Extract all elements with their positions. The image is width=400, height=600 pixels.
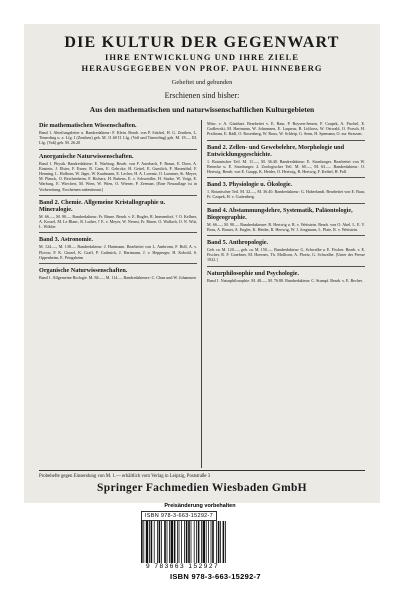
section-body: Mitw. v. A. Günthart. Bearbeitet v. E. Baur, P. Boysen-Jensen, F. Czapek, A. Fischel, E. Godlewski, M. Hartmann, W. Johannsen, E. Laqueur, B. Lidforss, W. Ostwald, O. Porsch, H. Przibram, E. Rádl, O. Rosenberg, W. Roux, W. Schleip, G. Senn, H. Spemann, O. zur Strassen. <box>207 121 365 137</box>
section-divider <box>207 203 365 204</box>
section-body: 1. Botanischer Teil. M. 32.—, M. 36.40. Bandredakteur: G. Haberlandt. Bearbeitet von E. Baur, Fr. Czapek, H. v. Guttenberg. <box>207 189 365 200</box>
catalog-section <box>39 122 197 146</box>
section-divider <box>39 263 197 264</box>
section-divider <box>39 195 197 196</box>
section-title: Band 2. Zellen- und Gewebelehre, Morphologie und Entwicklungsgeschichte. <box>207 143 345 158</box>
section-title: Band 2. Chemie. Allgemeine Kristallographie u. Mineralogie. <box>39 198 166 213</box>
catalog-section <box>39 267 197 280</box>
catalog-section <box>39 153 197 192</box>
section-body: Band 1. Naturphilosophie. M. 48.—, M. 76.80. Bandredakteur: C. Stumpf. Bearb. v. E. Becher. <box>207 277 363 283</box>
barcode-icon <box>139 521 259 563</box>
section-body: Geh. ca. M. 120.—, geb. ca. M. 150.—. Bandredakteur: G. Schwalbe u. E. Fischer. Bearb. v. E. Fischer, R. F. Graebner, M. Hoernes, Th. Mollison, A. Ploetz, G. Schwalbe. [Unter der Presse 1922.] <box>207 247 365 263</box>
section-body: 1. Botanischer Teil. M. 11.—, M. 36.40. Bandredakteur: E. Strasburger. Bearbeitet von W. Benecke u. E. Strasburger. 2. Zoologischer Teil. M. 60.—, M. 63.—. Bandredakteur: O. Hertwig. Bearb. von E. Gaupp, K. Heider, O. Hertwig, R. Hertwig, F. Keibel, H. Poll. <box>207 158 365 175</box>
subject-heading: Aus den mathematischen und naturwissenschaftlichen Kulturgebieten <box>89 105 315 114</box>
section-title: Band 3. Physiologie u. Ökologie. <box>207 181 293 189</box>
section-divider <box>207 266 365 267</box>
barcode-digits: 9 783663 152927 <box>146 563 220 570</box>
section-divider <box>39 149 197 150</box>
section-divider <box>39 232 197 233</box>
section-title: Organische Naturwissenschaften. <box>39 267 128 275</box>
catalog-section <box>207 181 365 199</box>
section-title: Anorganische Naturwissenschaften. <box>39 152 134 160</box>
series-subtitle: IHRE ENTWICKLUNG UND IHRE ZIELE <box>105 52 299 62</box>
series-title: DIE KULTUR DER GEGENWART <box>64 34 340 51</box>
back-cover <box>24 24 380 564</box>
catalog-section <box>207 207 365 232</box>
section-divider <box>207 140 365 141</box>
footer-rule <box>39 470 365 471</box>
section-body: Band 1. Abteilungsleiter u. Bandredakteur: F. Klein. Bearb. von P. Stäckel, H. G. Zeuthen, L. Timerding u. a. Lfg. I (Zeuthen) geh. M. 11.60 II. Lfg. (Voß und Timerding) geh. M. 18.— III. Lfg. (Voß) geh. M. 26.20 <box>39 130 197 146</box>
right-column <box>202 120 365 468</box>
section-divider <box>207 235 365 236</box>
section-title: Band 3. Astronomie. <box>39 236 93 244</box>
catalog-section <box>207 239 365 263</box>
price-notice: Preisänderung vorbehalten <box>164 503 236 509</box>
section-body: Band 1. Physik. Bandredakteur: E. Warburg. Bearb. von F. Auerbach, F. Braun, E. Dorn, A. Einstein, J. Elster, F. Exner, R. Gans, E. Gehrcke, H. Geitel, E. Gumlich, F. Hasenöhrl, F. Henning, L. Holborn, W. Jäger, W. Kaufmann, E. Lecher, H. A. Lorentz, O. Lummer, St. Meyer, M. Planck, O. Reichenheim, F. Richarz, H. Rubens, E. v. Schweidler, H. Starke, W. Voigt, E. Warburg, E. Wiechert, M. Wien, W. Wien, O. Wiener, P. Zeeman. [Eine Neuauflage ist in Vorbereitung. Erscheinen unbestimmt.] <box>39 160 197 192</box>
section-body: M. 124.—, M. 138.— Bandredakteur: J. Hartmann. Bearbeitet von L. Ambronn, F. Boll, A. v. Flotow, F. K. Ginzel, K. Graff, P. Guthnick, J. Hartmann, J. v. Hepperger, H. Kobold, S. Oppenheim, E. Pringsheim <box>39 244 197 260</box>
publisher-name: Springer Fachmedien Wiesbaden GmbH <box>97 482 307 494</box>
section-body: M. 66.—, M. 90.— Bandredakteur: Fr. Rinne. Bearb. v. E. Bugler, R. Immendorf, † O. Kellner, A. Kossel, M. Le Blanc, R. Luther, † E. v. Meyer, W. Nernst, Fr. Rinne, O. Wallach, O. N. Witt, L. Wöhler <box>39 213 197 230</box>
section-title: Band 5. Anthropologie. <box>207 239 269 247</box>
published-heading: Erschienen sind bisher: <box>164 91 240 100</box>
catalog-section <box>39 199 197 230</box>
sample-note: Probehefte gegen Einsendung von M. 1.— erhältlich vom Verlag in Leipzig, Poststraße 3 <box>39 474 211 479</box>
section-body: Band 1. Allgemeine Biologie. M. 84.—, M. 114.— Bandredakteure: C. Chun und W. Johannsen <box>39 275 196 281</box>
section-title: Naturphilosophie und Psychologie. <box>207 269 299 277</box>
isbn-label-bottom: ISBN 978-3-663-15292-7 <box>170 572 261 581</box>
section-body: M. 66.—, M. 90.— Bandredakteure: R. Hertwig u. R. v. Wettstein. Bearb. von O. Abel, L. E. V. Boas, A. Brauer, A. Engler, K. Heider, R. Hertwig, W. J. Jongmans, L. Plate, R. v. Wettstein. <box>207 221 365 232</box>
catalog-section <box>207 121 365 137</box>
catalog-columns <box>39 120 365 468</box>
section-title: Die mathematischen Wissenschaften. <box>39 122 137 129</box>
editor-line: HERAUSGEGEBEN VON PROF. PAUL HINNEBERG <box>81 63 323 73</box>
catalog-section <box>207 270 365 283</box>
binding-note: Geheftet und gebunden <box>171 79 233 86</box>
left-column <box>39 120 202 468</box>
isbn-label-top: ISBN 978-3-663-15292-7 <box>141 511 217 521</box>
section-title: Band 4. Abstammungslehre, Systematik, Paläontologie, Biogeographie. <box>207 206 353 221</box>
catalog-section <box>39 236 197 260</box>
section-divider <box>207 177 365 178</box>
catalog-section <box>207 144 365 175</box>
